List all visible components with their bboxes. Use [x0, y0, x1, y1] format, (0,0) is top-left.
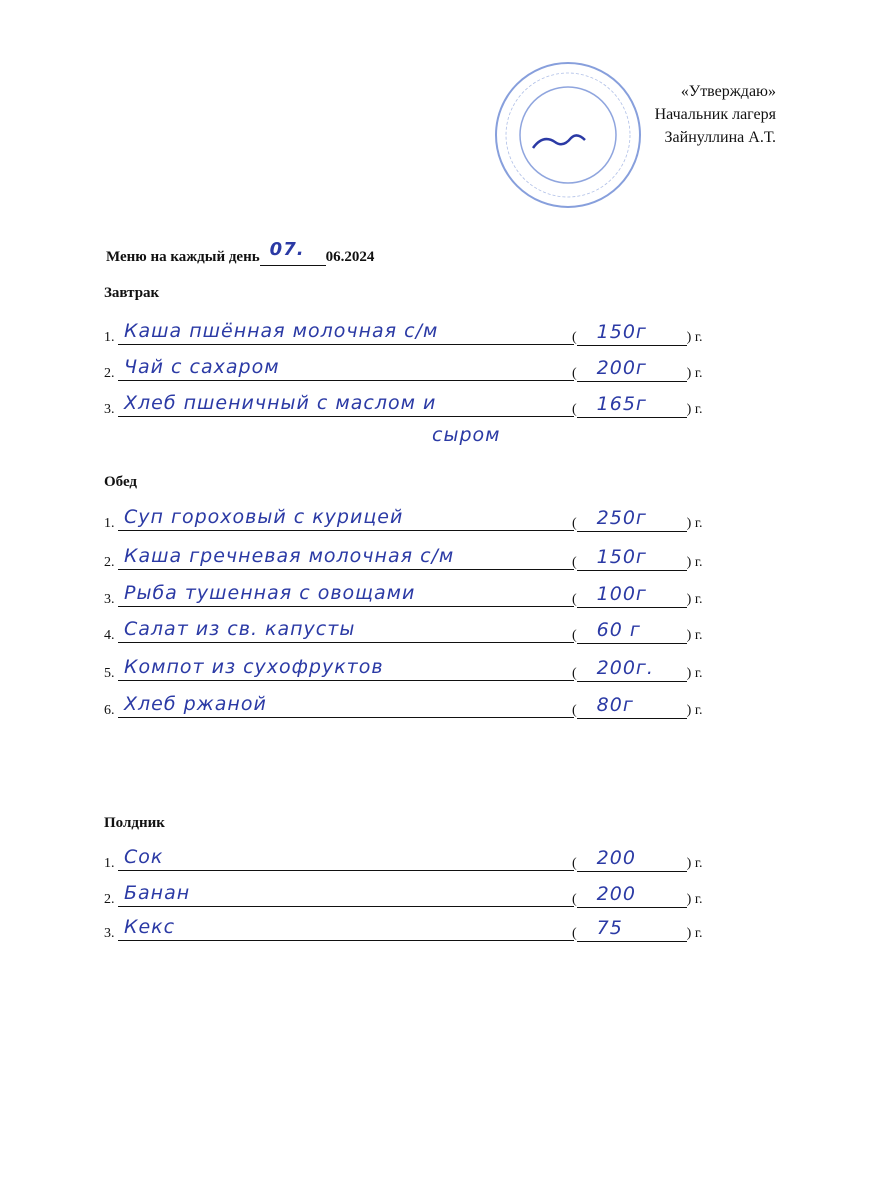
snack-item: 2. Банан ( 200 ) г. — [104, 882, 703, 907]
breakfast-heading: Завтрак — [104, 285, 160, 301]
approval-line-1: «Утверждаю» — [680, 83, 776, 100]
item-qty: 200г — [596, 357, 647, 379]
item-name: Чай с сахаром — [124, 356, 280, 378]
breakfast-item: 1. Каша пшённая молочная с/м ( 150г ) г. — [104, 320, 703, 345]
item-name: Компот из сухофруктов — [124, 656, 384, 678]
breakfast-continuation: сыром — [432, 424, 501, 446]
item-name: Хлеб ржаной — [124, 693, 267, 715]
lunch-item: 5. Компот из сухофруктов ( 200г. ) г. — [104, 656, 703, 681]
item-qty: 250г — [596, 507, 647, 529]
lunch-item: 3. Рыба тушенная с овощами ( 100г ) г. — [104, 582, 703, 607]
item-qty: 200г. — [596, 657, 654, 679]
item-name: Каша гречневая молочная с/м — [124, 545, 455, 567]
item-qty: 100г — [596, 583, 647, 605]
signature-mark — [533, 135, 585, 148]
item-qty: 200 — [596, 883, 636, 905]
approval-line-2: Начальник лагеря — [654, 106, 776, 123]
lunch-item: 1. Суп гороховый с курицей ( 250г ) г. — [104, 506, 703, 531]
item-name: Сок — [124, 846, 164, 868]
item-qty: 75 — [596, 917, 623, 939]
approval-block — [655, 80, 776, 149]
item-name: Банан — [124, 882, 191, 904]
day-handwritten: 07. — [269, 239, 305, 260]
lunch-heading: Обед — [104, 474, 138, 490]
item-name: Рыба тушенная с овощами — [124, 582, 416, 604]
lunch-item: 6. Хлеб ржаной ( 80г ) г. — [104, 693, 703, 718]
snack-heading: Полдник — [104, 815, 165, 831]
snack-item: 3. Кекс ( 75 ) г. — [104, 916, 703, 941]
breakfast-item: 2. Чай с сахаром ( 200г ) г. — [104, 356, 703, 381]
item-name: Кекс — [124, 916, 176, 938]
item-name: Каша пшённая молочная с/м — [124, 320, 439, 342]
item-qty: 60 г — [596, 619, 641, 641]
item-name: Салат из св. капусты — [124, 618, 356, 640]
page-title: Меню на каждый день 07. 06.2024 — [106, 239, 375, 265]
snack-item: 1. Сок ( 200 ) г. — [104, 846, 703, 871]
item-qty: 165г — [596, 393, 647, 415]
breakfast-item: 3. Хлеб пшеничный с маслом и ( 165г ) г. — [104, 392, 703, 417]
official-stamp — [493, 60, 643, 210]
item-qty: 150г — [596, 321, 647, 343]
item-qty: 200 — [596, 847, 636, 869]
day-blank — [260, 239, 326, 266]
item-qty: 150г — [596, 546, 647, 568]
approval-line-3: Зайнуллина А.Т. — [664, 129, 776, 146]
lunch-item: 2. Каша гречневая молочная с/м ( 150г ) г. — [104, 545, 703, 570]
item-name: Хлеб пшеничный с маслом и — [124, 392, 437, 414]
lunch-item: 4. Салат из св. капусты ( 60 г ) г. — [104, 618, 703, 643]
item-qty: 80г — [596, 694, 634, 716]
item-name: Суп гороховый с курицей — [124, 506, 404, 528]
